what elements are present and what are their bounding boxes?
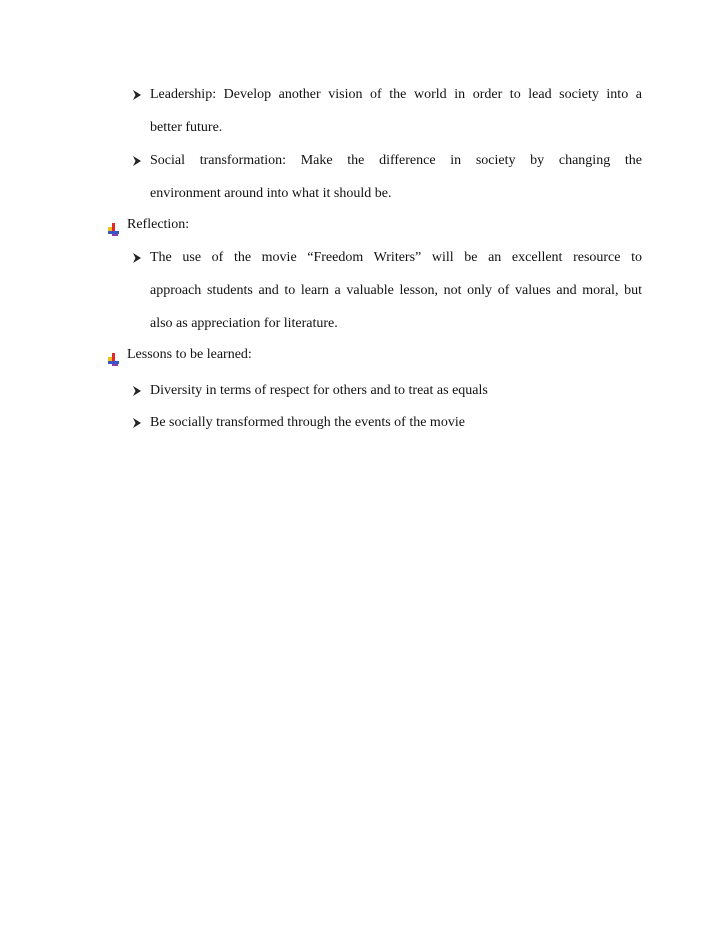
bullet-reflection: [150, 241, 642, 340]
arrowhead-bullet-icon: [130, 144, 144, 177]
reflection-line-2: approach students and to learn a valuable lesson, not only of values and moral, but: [150, 283, 642, 298]
bullet-leadership: [150, 78, 642, 144]
stacked-square-bullet-icon: [106, 347, 120, 361]
lessons-point-2: Be socially transformed through the events of the movie: [150, 415, 465, 430]
reflection-heading: Reflection:: [127, 217, 190, 232]
leadership-line-1: Leadership: Develop another vision of the world in order to lead society into a: [150, 87, 642, 102]
bullet-lessons-transformed: [150, 406, 642, 439]
bullet-lessons-diversity: [150, 374, 642, 407]
arrowhead-bullet-icon: [130, 78, 144, 111]
lessons-heading: Lessons to be learned:: [127, 347, 252, 362]
bullet-social-transformation: [150, 144, 642, 210]
arrowhead-bullet-icon: [130, 374, 144, 407]
reflection-line-3: also as appreciation for literature.: [150, 316, 338, 331]
reflection-line-1: The use of the movie “Freedom Writers” will be an excellent resource to: [150, 250, 642, 265]
lessons-point-1: Diversity in terms of respect for others and to treat as equals: [150, 383, 488, 398]
arrowhead-bullet-icon: [130, 241, 144, 274]
stacked-square-bullet-icon: [106, 217, 120, 231]
arrowhead-bullet-icon: [130, 406, 144, 439]
social-line-1: Social transformation: Make the difference in society by changing the: [150, 153, 642, 168]
leadership-line-2: better future.: [150, 120, 223, 135]
social-line-2: environment around into what it should be.: [150, 186, 392, 201]
